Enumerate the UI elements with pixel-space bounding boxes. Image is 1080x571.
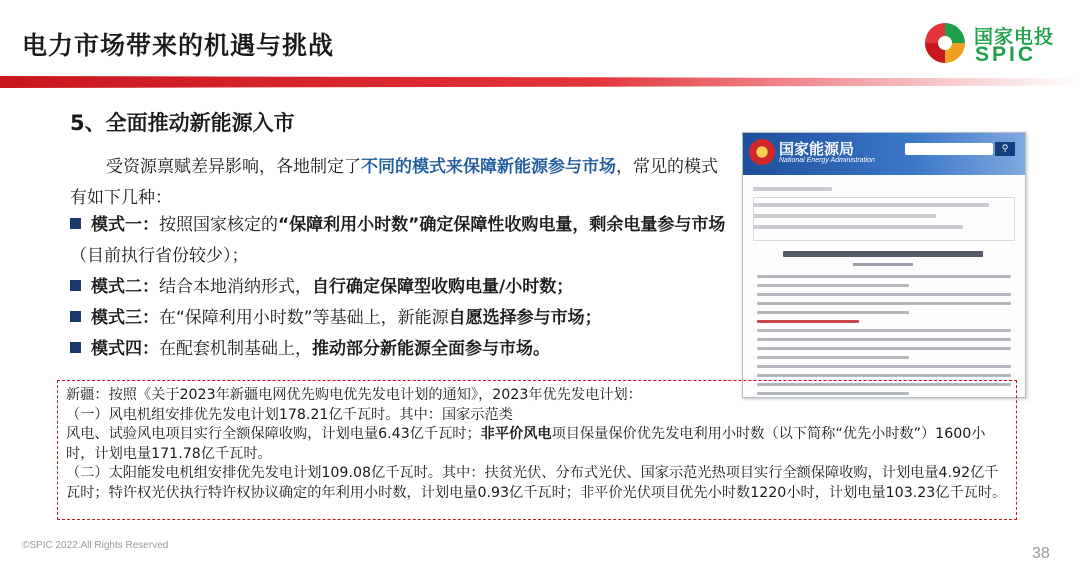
section-heading: 5、全面推动新能源入市 bbox=[70, 111, 295, 135]
logo-text-cn: 国家电投 bbox=[974, 26, 1055, 48]
nea-name-en: National Energy Administration bbox=[779, 157, 875, 164]
xinjiang-note-text bbox=[66, 386, 1010, 503]
note-line: （二）太阳能发电机组安排优先发电计划109.08亿千瓦时。其中：扶贫光伏、分布式光伏、国家示范光热项目实行全额保障收购，计划电量4.92亿千瓦时；特许权光伏执行特许权协议确定的年利用小时数，计划电量0.93亿千瓦时；非平价光伏项目优先小时数1220小时，计划电量103.23亿千瓦时。 bbox=[66, 465, 1007, 501]
national-emblem-icon bbox=[749, 139, 775, 165]
slide-title: 电力市场带来的机遇与挑战 bbox=[22, 31, 335, 60]
doc-meta-lines bbox=[753, 187, 1015, 236]
mode-label: 模式四： bbox=[91, 339, 159, 359]
mode-label: 模式一： bbox=[91, 215, 159, 235]
square-bullet-icon bbox=[70, 280, 81, 291]
spic-logo bbox=[922, 20, 1062, 68]
intro-text: 受资源禀赋差异影响，各地制定了 bbox=[106, 157, 361, 177]
square-bullet-icon bbox=[70, 218, 81, 229]
note-text: 项目保量保价优先发电利用小时数（以下简称“优先小时数”）1600小时，计划电量171.78亿千瓦时。 bbox=[66, 426, 986, 462]
mode-text-bold: 自行确定保障型收购电量/小时数； bbox=[312, 277, 574, 297]
intro-highlight: 不同的模式来保障新能源参与市场 bbox=[361, 157, 616, 177]
mode-text-bold: 自愿选择参与市场； bbox=[448, 308, 602, 328]
mode-text: 在配套机制基础上， bbox=[159, 339, 312, 359]
mode-label: 模式三： bbox=[91, 308, 159, 328]
copyright-text: ©SPIC 2022.All Rights Reserved bbox=[22, 540, 169, 551]
mode-item-4 bbox=[70, 334, 740, 365]
doc-subtitle-placeholder bbox=[853, 263, 913, 266]
mode-text: 按照国家核定的 bbox=[159, 215, 278, 235]
mode-item-3 bbox=[70, 303, 740, 334]
doc-title-placeholder bbox=[783, 251, 983, 257]
mode-text-bold: 推动部分新能源全面参与市场。 bbox=[312, 339, 550, 359]
intro-text-end: ，常见的模式有如下几种： bbox=[70, 157, 718, 208]
mode-text: （目前执行省份较少）； bbox=[70, 246, 249, 266]
mode-text: 结合本地消纳形式， bbox=[159, 277, 312, 297]
nea-search-input bbox=[905, 143, 993, 155]
note-line: 新疆：按照《关于2023年新疆电网优先购电优先发电计划的通知》，2023年优先发电计划： bbox=[66, 387, 642, 403]
search-icon: ⚲ bbox=[995, 142, 1015, 156]
mode-text: 在“保障利用小时数”等基础上，新能源 bbox=[159, 308, 449, 328]
mode-label: 模式二： bbox=[91, 277, 159, 297]
note-text: 风电、试验风电项目实行全额保障收购，计划电量6.43亿千瓦时； bbox=[66, 426, 481, 442]
header-divider bbox=[0, 76, 1080, 88]
mode-list bbox=[70, 210, 740, 365]
note-line bbox=[66, 425, 1010, 464]
mode-item-2 bbox=[70, 272, 740, 303]
mode-text-bold: “保障利用小时数”确定保障性收购电量，剩余电量参与市场 bbox=[278, 215, 726, 235]
logo-text-en: SPIC bbox=[975, 43, 1037, 66]
intro-paragraph bbox=[70, 152, 730, 214]
nea-banner bbox=[743, 133, 1025, 175]
nea-name-cn: 国家能源局 bbox=[779, 140, 855, 158]
square-bullet-icon bbox=[70, 311, 81, 322]
note-line: （一）风电机组安排优先发电计划178.21亿千瓦时。其中：国家示范类 bbox=[66, 406, 513, 423]
note-text-bold: 非平价风电 bbox=[480, 426, 552, 442]
page-number: 38 bbox=[1032, 545, 1050, 562]
mode-item-1 bbox=[70, 210, 740, 272]
square-bullet-icon bbox=[70, 342, 81, 353]
spic-logo-mark-icon bbox=[922, 20, 968, 66]
nea-document-screenshot bbox=[742, 132, 1026, 398]
